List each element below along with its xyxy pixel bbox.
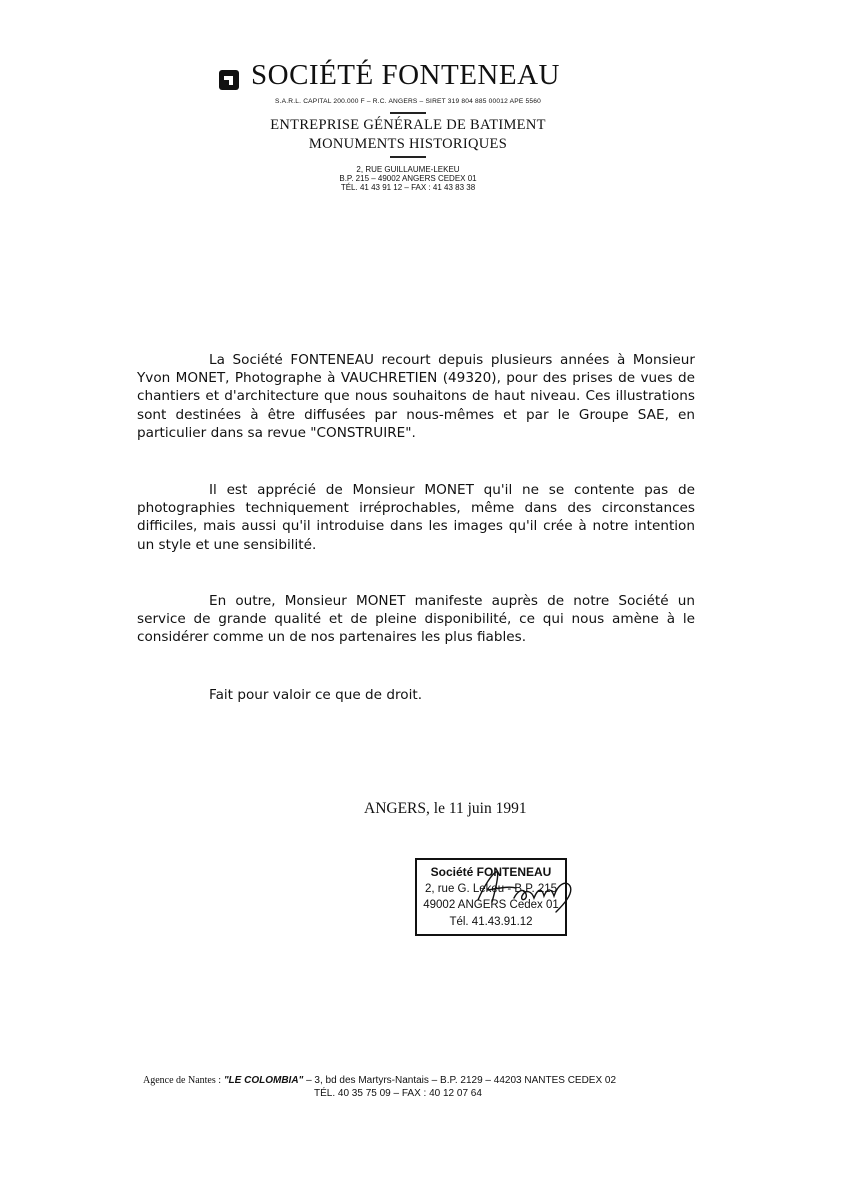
body-paragraph-3: En outre, Monsieur MONET manifeste auprès de notre Société un service de grande qualité et de pleine disponibilité, ce qui nous amène à le considérer comme un de nos partenaires les plus fiables. — [137, 593, 695, 646]
address-street: 2, RUE GUILLAUME-LEKEU — [356, 165, 460, 174]
divider — [390, 156, 426, 158]
address-postal: B.P. 215 – 49002 ANGERS CEDEX 01 — [339, 174, 477, 183]
trade-line-building: ENTREPRISE GÉNÉRALE DE BATIMENT — [270, 117, 546, 133]
body-paragraph-2: Il est apprécié de Monsieur MONET qu'il ne se contente pas de photographies techniquement irréprochables, même dans des circonstances difficiles, mais aussi qu'il introduise dans les images qu'il crée à notre intention un style et une sensibilité. — [137, 482, 695, 553]
divider — [390, 112, 426, 114]
footer-agency-name: "LE COLOMBIA" — [223, 1075, 304, 1086]
trade-line-monuments: MONUMENTS HISTORIQUES — [308, 136, 508, 152]
stamp-street: 2, rue G. Lekeu - B.P. 215 — [424, 883, 558, 895]
footer-agency-line — [143, 1075, 616, 1086]
footer-agency-label: Agence de Nantes : — [143, 1075, 222, 1086]
legal-registration-line: S.A.R.L. CAPITAL 200.000 F – R.C. ANGERS – SIRET 319 804 885 00012 APE 5560 — [275, 98, 541, 105]
footer-phone-fax: TÉL. 40 35 75 09 – FAX : 40 12 07 64 — [314, 1088, 482, 1099]
body-paragraph-1: La Société FONTENEAU recourt depuis plusieurs années à Monsieur Yvon MONET, Photographe à VAUCHRETIEN (49320), pour des prises de vues de chantiers et d'architecture que nous souhaitons de haut niveau. Ces illustrations sont destinées à être diffusées par nous-mêmes et par le Groupe SAE, en particulier dans sa revue "CONSTRUIRE". — [137, 352, 695, 441]
address-phone-fax: TÉL. 41 43 91 12 – FAX : 41 43 83 38 — [340, 183, 476, 192]
stamp-company-name: Société FONTENEAU — [430, 865, 552, 879]
stamp-phone: Tél. 41.43.91.12 — [449, 916, 533, 928]
stamp-city: 49002 ANGERS Cedex 01 — [423, 899, 559, 911]
company-logo-icon — [219, 70, 239, 90]
signature-icon — [470, 866, 580, 916]
company-name: SOCIÉTÉ FONTENEAU — [251, 59, 560, 91]
closing-formula: Fait pour valoir ce que de droit. — [209, 687, 423, 703]
place-and-date: ANGERS, le 11 juin 1991 — [364, 800, 527, 817]
footer-agency-address: – 3, bd des Martyrs-Nantais – B.P. 2129 – 44203 NANTES CEDEX 02 — [303, 1075, 617, 1086]
